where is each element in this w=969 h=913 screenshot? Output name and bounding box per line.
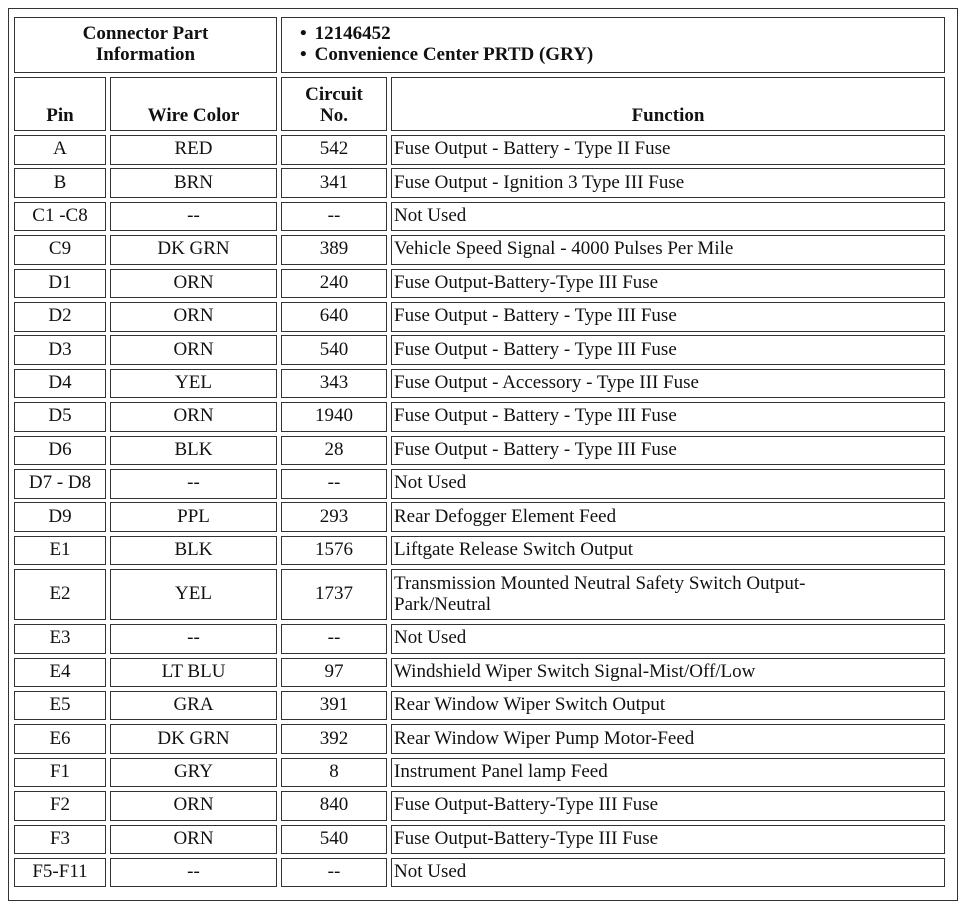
cell-color: BRN (110, 168, 277, 198)
cell-function: Fuse Output - Accessory - Type III Fuse (391, 369, 945, 399)
cell-pin: F2 (14, 791, 106, 821)
cell-pin: E3 (14, 624, 106, 654)
cell-pin: E2 (14, 569, 106, 620)
cell-color: GRA (110, 691, 277, 721)
cell-circuit: 1576 (281, 536, 387, 566)
cell-function: Liftgate Release Switch Output (391, 536, 945, 566)
cell-color: DK GRN (110, 724, 277, 754)
function-header-label: Function (631, 105, 705, 127)
cell-color: YEL (110, 569, 277, 620)
cell-function: Instrument Panel lamp Feed (391, 758, 945, 788)
cell-color: ORN (110, 825, 277, 855)
cell-function: Fuse Output-Battery-Type III Fuse (391, 791, 945, 821)
cell-pin: C9 (14, 235, 106, 265)
cell-color: ORN (110, 402, 277, 432)
cell-function: Transmission Mounted Neutral Safety Switch Output- Park/Neutral (391, 569, 945, 620)
cell-circuit: 1940 (281, 402, 387, 432)
info-title-line1: Connector Part (82, 23, 209, 45)
circuit-header-line1: Circuit (305, 84, 363, 106)
cell-color: GRY (110, 758, 277, 788)
cell-circuit: 540 (281, 825, 387, 855)
column-header-wire-color (110, 77, 277, 131)
cell-circuit: 8 (281, 758, 387, 788)
cell-color: LT BLU (110, 658, 277, 688)
cell-color: -- (110, 202, 277, 232)
cell-function: Vehicle Speed Signal - 4000 Pulses Per Mile (391, 235, 945, 265)
cell-function: Rear Defogger Element Feed (391, 502, 945, 532)
cell-pin: D7 - D8 (14, 469, 106, 499)
cell-circuit: -- (281, 469, 387, 499)
circuit-header-line2: No. (320, 105, 348, 127)
cell-pin: D1 (14, 269, 106, 299)
cell-circuit: -- (281, 202, 387, 232)
cell-circuit: -- (281, 624, 387, 654)
connector-info-values (281, 17, 945, 73)
cell-function: Fuse Output - Ignition 3 Type III Fuse (391, 168, 945, 198)
cell-circuit: 240 (281, 269, 387, 299)
cell-pin: F5-F11 (14, 858, 106, 888)
cell-color: ORN (110, 335, 277, 365)
cell-circuit: 391 (281, 691, 387, 721)
cell-function: Rear Window Wiper Switch Output (391, 691, 945, 721)
info-title-line2: Information (95, 44, 196, 65)
column-header-function (391, 77, 945, 131)
cell-pin: B (14, 168, 106, 198)
cell-pin: D5 (14, 402, 106, 432)
cell-circuit: 343 (281, 369, 387, 399)
cell-pin: D6 (14, 436, 106, 466)
cell-pin: D9 (14, 502, 106, 532)
cell-pin: D3 (14, 335, 106, 365)
cell-color: -- (110, 469, 277, 499)
part-name: • Convenience Center PRTD (GRY) (300, 45, 593, 66)
cell-function: Fuse Output - Battery - Type III Fuse (391, 402, 945, 432)
cell-function: Fuse Output - Battery - Type III Fuse (391, 302, 945, 332)
cell-pin: C1 -C8 (14, 202, 106, 232)
cell-circuit: 1737 (281, 569, 387, 620)
connector-table (8, 8, 958, 901)
cell-color: ORN (110, 302, 277, 332)
cell-function: Not Used (391, 858, 945, 888)
cell-color: RED (110, 135, 277, 165)
cell-circuit: 392 (281, 724, 387, 754)
cell-pin: D2 (14, 302, 106, 332)
cell-color: ORN (110, 269, 277, 299)
cell-pin: E1 (14, 536, 106, 566)
column-header-circuit (281, 77, 387, 131)
cell-circuit: 640 (281, 302, 387, 332)
cell-color: -- (110, 624, 277, 654)
cell-color: -- (110, 858, 277, 888)
cell-pin: F1 (14, 758, 106, 788)
cell-color: PPL (110, 502, 277, 532)
cell-function: Fuse Output - Battery - Type II Fuse (391, 135, 945, 165)
wire-color-header-label: Wire Color (147, 105, 240, 127)
cell-color: DK GRN (110, 235, 277, 265)
pin-header-label: Pin (46, 105, 74, 127)
cell-function: Not Used (391, 624, 945, 654)
part-number: • 12146452 (300, 24, 391, 45)
column-header-pin (14, 77, 106, 131)
cell-function: Windshield Wiper Switch Signal-Mist/Off/Low (391, 658, 945, 688)
cell-pin: D4 (14, 369, 106, 399)
cell-color: ORN (110, 791, 277, 821)
cell-circuit: 540 (281, 335, 387, 365)
cell-circuit: 341 (281, 168, 387, 198)
cell-function: Not Used (391, 202, 945, 232)
cell-function: Fuse Output - Battery - Type III Fuse (391, 335, 945, 365)
cell-function: Fuse Output-Battery-Type III Fuse (391, 269, 945, 299)
cell-function: Fuse Output-Battery-Type III Fuse (391, 825, 945, 855)
cell-circuit: 542 (281, 135, 387, 165)
cell-color: YEL (110, 369, 277, 399)
cell-color: BLK (110, 436, 277, 466)
cell-pin: E6 (14, 724, 106, 754)
cell-function: Not Used (391, 469, 945, 499)
cell-circuit: 840 (281, 791, 387, 821)
cell-color: BLK (110, 536, 277, 566)
cell-pin: E5 (14, 691, 106, 721)
cell-pin: F3 (14, 825, 106, 855)
cell-function: Fuse Output - Battery - Type III Fuse (391, 436, 945, 466)
cell-circuit: 389 (281, 235, 387, 265)
cell-circuit: 97 (281, 658, 387, 688)
cell-pin: E4 (14, 658, 106, 688)
cell-circuit: 293 (281, 502, 387, 532)
cell-pin: A (14, 135, 106, 165)
cell-circuit: 28 (281, 436, 387, 466)
connector-info-header (14, 17, 277, 73)
cell-circuit: -- (281, 858, 387, 888)
cell-function: Rear Window Wiper Pump Motor-Feed (391, 724, 945, 754)
